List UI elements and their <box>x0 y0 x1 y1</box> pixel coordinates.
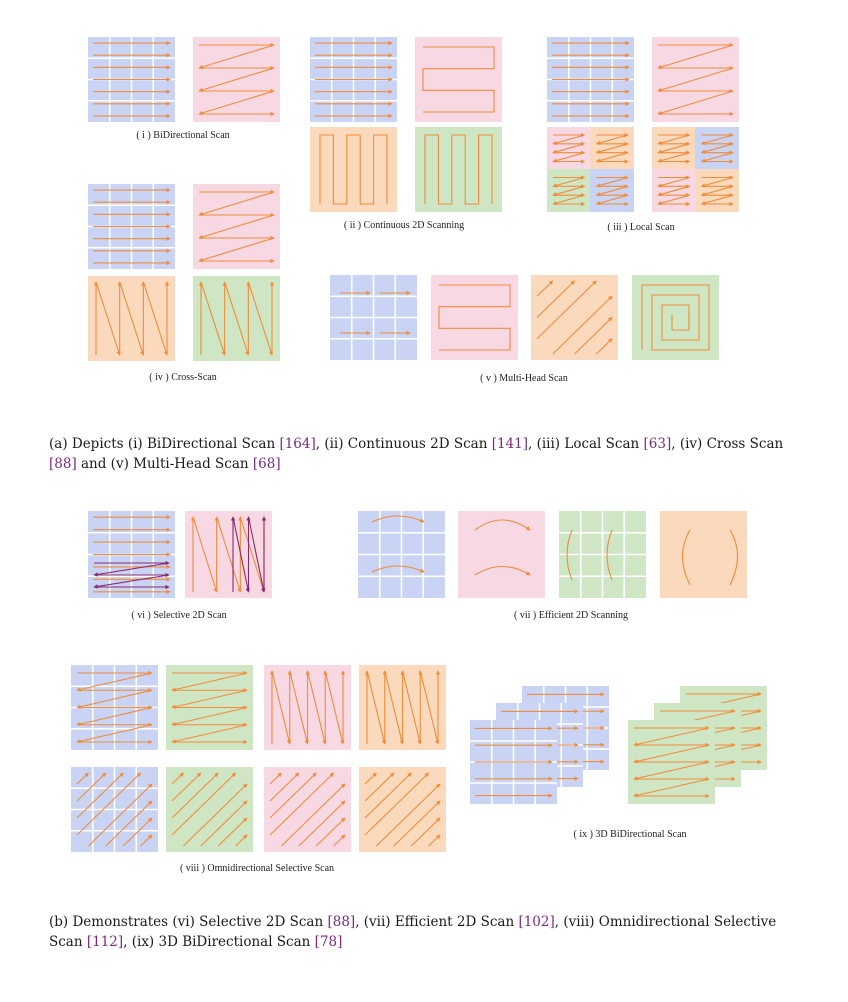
label-i: ( i ) BiDirectional Scan <box>136 130 230 141</box>
caption-b <box>49 912 809 952</box>
citation-63[interactable]: [63] <box>643 436 672 452</box>
label-v: ( v ) Multi-Head Scan <box>480 373 568 384</box>
ii-tile-3-bg <box>310 127 397 212</box>
label-viii: ( viii ) Omnidirectional Selective Scan <box>179 863 335 874</box>
viii-bot-1-bg <box>166 767 253 852</box>
label-ix: ( ix ) 3D BiDirectional Scan <box>573 829 687 840</box>
citation-102[interactable]: [102] <box>518 914 555 930</box>
caption-a-text-3: , (iii) Local Scan <box>528 436 644 452</box>
vii-tile-4-bg <box>660 511 747 598</box>
citation-88-a[interactable]: [88] <box>49 456 77 472</box>
caption-a-text-5: and (v) Multi-Head Scan <box>76 456 253 472</box>
viii-bot-2-bg <box>264 767 351 852</box>
citation-78[interactable]: [78] <box>314 934 343 950</box>
v-tile-3-bg <box>531 275 618 360</box>
citation-141[interactable]: [141] <box>491 436 528 452</box>
label-ii: ( ii ) Continuous 2D Scanning <box>343 220 465 231</box>
caption-b-text-2: , (vii) Efficient 2D Scan <box>355 914 519 930</box>
caption-a-text-2: , (ii) Continuous 2D Scan <box>315 436 492 452</box>
vii-tile-2-bg <box>458 511 545 598</box>
caption-b-text-1: (b) Demonstrates (vi) Selective 2D Scan <box>49 914 328 930</box>
caption-b-text-3: , (viii) Omnidirectional Selective Scan <box>49 914 777 950</box>
caption-a-text-1: (a) Depicts (i) BiDirectional Scan <box>49 436 280 452</box>
label-iii: ( iii ) Local Scan <box>607 222 675 233</box>
citation-164[interactable]: [164] <box>279 436 316 452</box>
label-vii: ( vii ) Efficient 2D Scanning <box>514 610 628 621</box>
caption-a <box>49 434 809 474</box>
label-iv: ( iv ) Cross-Scan <box>149 372 217 383</box>
viii-bot-3-bg <box>359 767 446 852</box>
citation-112[interactable]: [112] <box>86 934 124 950</box>
caption-a-text-4: , (iv) Cross Scan <box>671 436 784 452</box>
v-tile-4-bg <box>632 275 719 360</box>
citation-88-b[interactable]: [88] <box>327 914 356 930</box>
caption-b-text-4: , (ix) 3D BiDirectional Scan <box>123 934 315 950</box>
citation-68[interactable]: [68] <box>252 456 281 472</box>
label-vi: ( vi ) Selective 2D Scan <box>131 610 227 621</box>
v-tile-2-bg <box>431 275 518 360</box>
ii-tile-4-bg <box>415 127 502 212</box>
ii-tile-2-bg <box>415 37 502 122</box>
